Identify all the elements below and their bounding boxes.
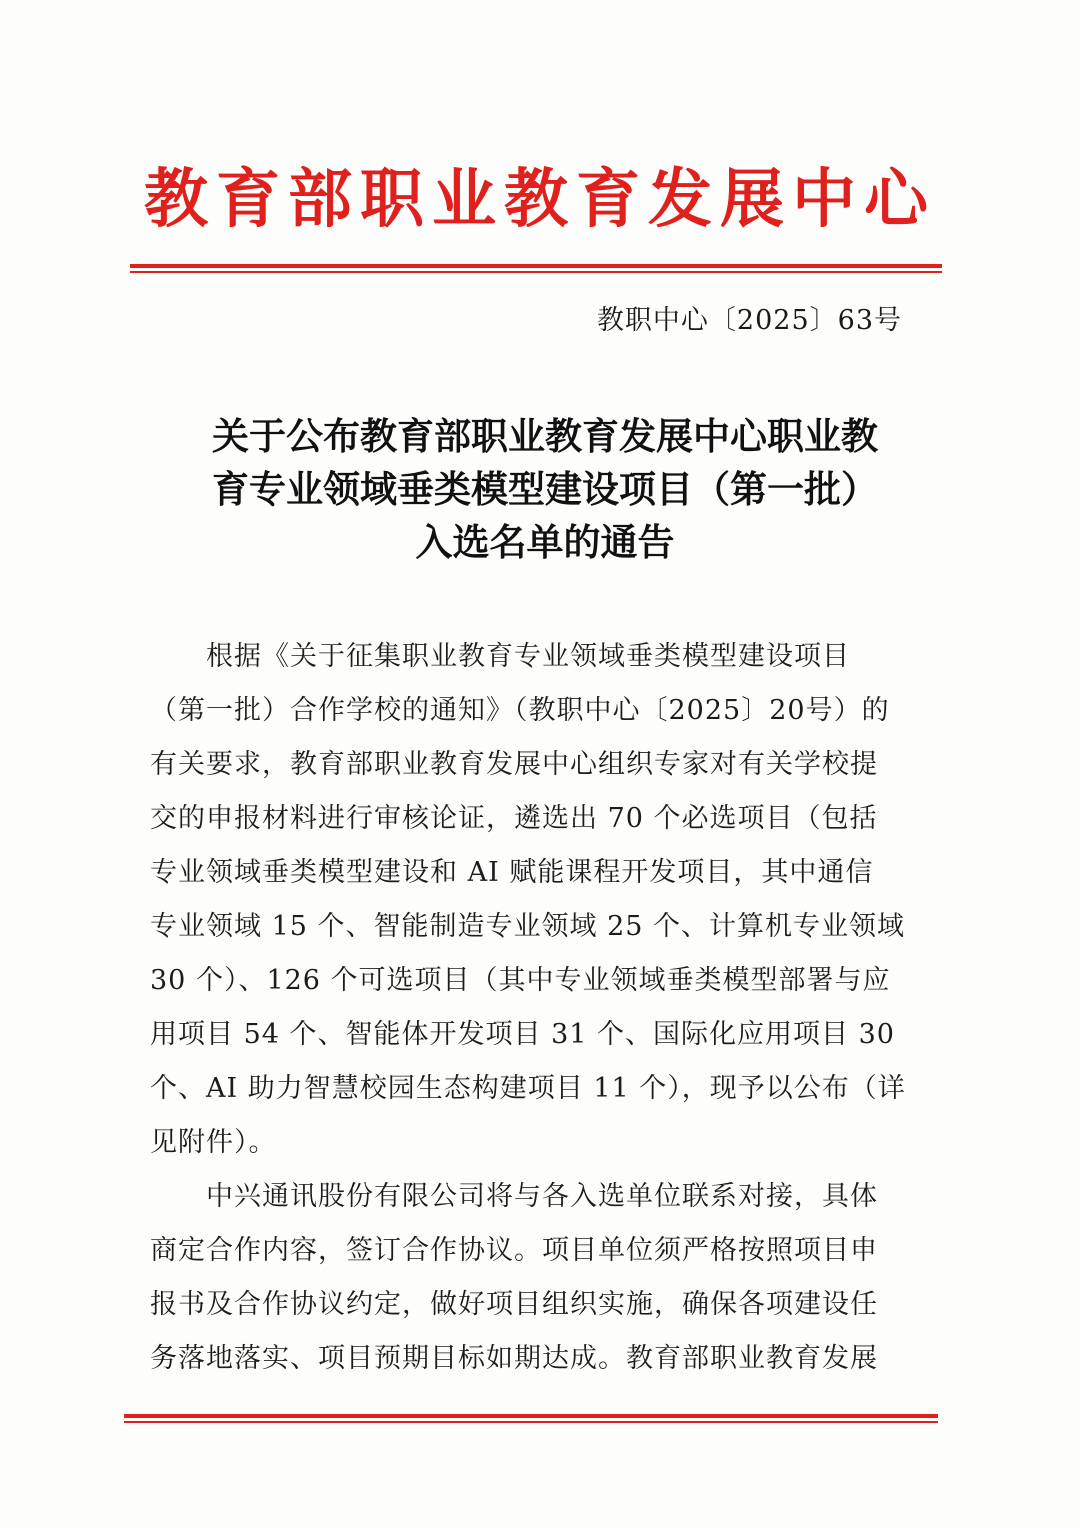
body-line: 用项目 54 个、智能体开发项目 31 个、国际化应用项目 30 xyxy=(150,1019,895,1050)
title-line: 入选名单的通告 xyxy=(415,521,675,564)
body-line: 交的申报材料进行审核论证，遴选出 70 个必选项目（包括 xyxy=(150,803,878,834)
body-line: 报书及合作协议约定，做好项目组织实施，确保各项建设任 xyxy=(150,1289,878,1320)
document-number: 教职中心〔2025〕63号 xyxy=(596,305,902,336)
red-rule-thin xyxy=(130,271,942,273)
title-line: 育专业领域垂类模型建设项目（第一批） xyxy=(212,468,878,511)
body-line: （第一批）合作学校的通知》（教职中心〔2025〕20号）的 xyxy=(150,695,890,726)
document-title xyxy=(150,410,940,569)
title-line: 关于公布教育部职业教育发展中心职业教 xyxy=(212,415,878,458)
letterhead-red-rule xyxy=(130,264,942,273)
red-rule-thin xyxy=(124,1421,938,1423)
body-line: 商定合作内容，签订合作协议。项目单位须严格按照项目申 xyxy=(150,1235,878,1266)
body-line: 个、AI 助力智慧校园生态构建项目 11 个），现予以公布（详 xyxy=(150,1073,906,1104)
body-line: 专业领域 15 个、智能制造专业领域 25 个、计算机专业领域 xyxy=(150,911,906,942)
body-line: 中兴通讯股份有限公司将与各入选单位联系对接，具体 xyxy=(150,1181,878,1212)
body-line: 务落地落实、项目预期目标如期达成。教育部职业教育发展 xyxy=(150,1343,878,1374)
body-line: 有关要求，教育部职业教育发展中心组织专家对有关学校提 xyxy=(150,749,878,780)
body-line: 专业领域垂类模型建设和 AI 赋能课程开发项目，其中通信 xyxy=(150,857,874,888)
paragraph-2 xyxy=(150,1170,910,1386)
paragraph-1 xyxy=(150,630,910,1170)
body-line: 30 个）、126 个可选项目（其中专业领域垂类模型部署与应 xyxy=(150,965,891,996)
body-line: 见附件）。 xyxy=(150,1127,277,1158)
footer-red-rule xyxy=(124,1414,938,1423)
body-line: 根据《关于征集职业教育专业领域垂类模型建设项目 xyxy=(150,641,850,672)
document-body xyxy=(150,630,910,1386)
issuer-letterhead: 教育部职业教育发展中心 xyxy=(144,162,936,237)
